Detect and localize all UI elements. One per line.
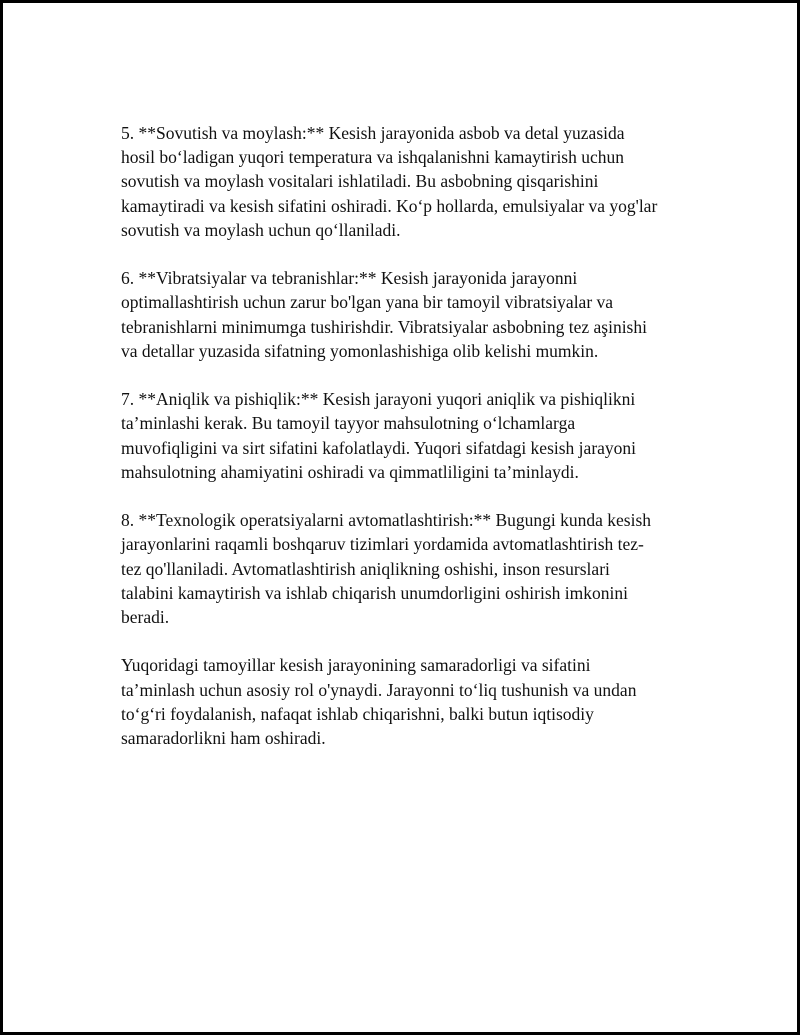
text-line: 8. **Texnologik operatsiyalarni avtomatlashtirish:** Bugungi kunda kesish xyxy=(121,510,652,531)
text-line: tez qo'llaniladi. Avtomatlashtirish aniqlikning oshishi, inson resurslari xyxy=(121,558,610,579)
text-line: 6. **Vibratsiyalar va tebranishlar:** Kesish jarayonida jarayonni xyxy=(121,268,578,289)
text-line: tebranishlarni minimumga tushirishdir. Vibratsiyalar asbobning tez aşinishi xyxy=(121,316,647,337)
paragraph-vibrations xyxy=(121,266,701,363)
paragraph-automation xyxy=(121,508,701,629)
document-body xyxy=(121,121,701,774)
text-line: Yuqoridagi tamoyillar kesish jarayonining samaradorligi va sifatini xyxy=(121,655,591,676)
paragraph-conclusion xyxy=(121,653,701,750)
text-line: sovutish va moylash vositalari ishlatiladi. Bu asbobning qisqarishini xyxy=(121,171,599,192)
text-line: va detallar yuzasida sifatning yomonlashishiga olib kelishi mumkin. xyxy=(121,340,599,361)
text-line: beradi. xyxy=(121,607,170,628)
text-line: kamaytiradi va kesish sifatini oshiradi. Ko‘p hollarda, emulsiyalar va yog'lar xyxy=(121,195,658,216)
text-line: optimallashtirish uchun zarur bo'lgan yana bir tamoyil vibratsiyalar va xyxy=(121,292,614,313)
text-line: 7. **Aniqlik va pishiqlik:** Kesish jarayoni yuqori aniqlik va pishiqlikni xyxy=(121,389,636,410)
text-line: ta’minlashi kerak. Bu tamoyil tayyor mahsulotning o‘lchamlarga xyxy=(121,413,576,434)
text-line: jarayonlarini raqamli boshqaruv tizimlari yordamida avtomatlashtirish tez- xyxy=(121,534,644,555)
text-line: samaradorlikni ham oshiradi. xyxy=(121,728,326,749)
text-line: sovutish va moylash uchun qo‘llaniladi. xyxy=(121,219,401,240)
paragraph-accuracy-durability xyxy=(121,387,701,484)
text-line: mahsulotning ahamiyatini oshiradi va qimmatliligini ta’minlaydi. xyxy=(121,461,579,482)
text-line: to‘g‘ri foydalanish, nafaqat ishlab chiqarishni, balki butun iqtisodiy xyxy=(121,703,594,724)
text-line: muvofiqligini va sirt sifatini kafolatlaydi. Yuqori sifatdagi kesish jarayoni xyxy=(121,437,637,458)
text-line: 5. **Sovutish va moylash:** Kesish jarayonida asbob va detal yuzasida xyxy=(121,123,625,143)
text-line: hosil bo‘ladigan yuqori temperatura va ishqalanishni kamaytirish uchun xyxy=(121,147,625,168)
text-line: ta’minlash uchun asosiy rol o'ynaydi. Jarayonni to‘liq tushunish va undan xyxy=(121,679,637,700)
paragraph-cooling-lubrication xyxy=(121,121,701,242)
text-line: talabini kamaytirish va ishlab chiqarish unumdorligini oshirish imkonini xyxy=(121,582,628,603)
